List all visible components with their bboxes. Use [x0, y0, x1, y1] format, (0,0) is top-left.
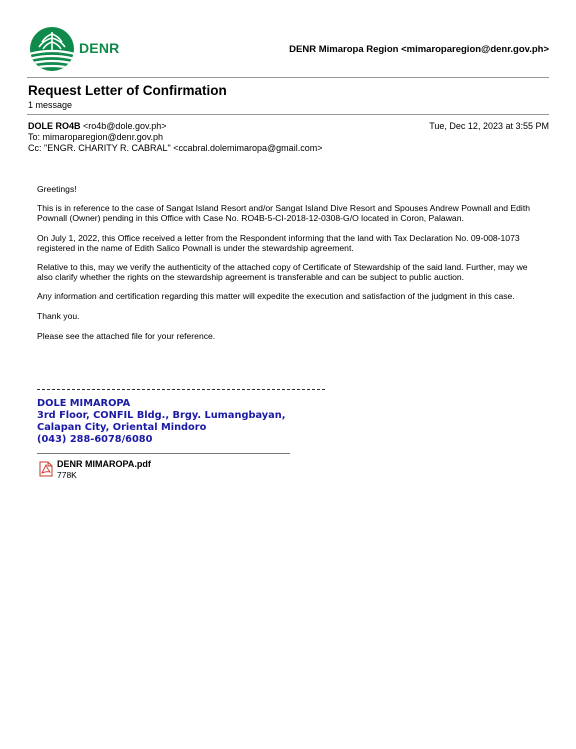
message-count: 1 message — [28, 100, 73, 110]
signature-line: 3rd Floor, CONFIL Bldg., Brgy. Lumangbayan, — [37, 410, 286, 421]
sender-email[interactable]: <ro4b@dole.gov.ph> — [83, 121, 167, 131]
signature-divider — [37, 389, 325, 390]
signature-line: (043) 288-6078/6080 — [37, 434, 153, 445]
pdf-file-icon[interactable] — [39, 461, 53, 477]
signature — [37, 398, 286, 446]
body-paragraph: On July 1, 2022, this Office received a letter from the Respondent informing that the land with Tax Declaration No. 09-008-1073 registered in the name of Edith Salico Pownall is under the stewardship agreement. — [37, 232, 520, 253]
sender — [28, 121, 167, 131]
email-date: Tue, Dec 12, 2023 at 3:55 PM — [429, 121, 549, 131]
email-body — [37, 184, 544, 350]
greeting: Greetings! — [37, 184, 77, 194]
signature-line: Calapan City, Oriental Mindoro — [37, 422, 207, 433]
email-subject: Request Letter of Confirmation — [28, 83, 227, 98]
attachment-divider — [37, 453, 290, 454]
recipient-cc: Cc: "ENGR. CHARITY R. CABRAL" <ccabral.dolemimaropa@gmail.com> — [28, 143, 323, 153]
thanks: Thank you. — [37, 310, 80, 321]
body-paragraph: Any information and certification regarding this matter will expedite the execution and satisfaction of the judgment in this case. — [37, 291, 515, 302]
body-paragraph: This is in reference to the case of Sangat Island Resort and/or Sangat Island Dive Resort and Spouses Andrew Pownall and Edith Pownall (Owner) pending in this Office with Case No. RO4B-5-CI-2018-12-0308-G/O located in Coron, Palawan. — [37, 203, 530, 224]
attachment-size: 778K — [57, 470, 77, 480]
sender-name: DOLE RO4B — [28, 121, 81, 131]
attachment-name[interactable]: DENR MIMAROPA.pdf — [57, 459, 151, 469]
body-paragraph: Relative to this, may we verify the authenticity of the attached copy of Certificate of Stewardship of the said land. Further, may we also clarify whether the rights on the stewardship agreement is transferable and can be subject to public auction. — [37, 262, 528, 283]
logo-text: DENR — [79, 40, 120, 56]
signature-line: DOLE MIMAROPA — [37, 398, 131, 409]
attached-note: Please see the attached file for your reference. — [37, 330, 216, 341]
header-divider — [27, 77, 549, 78]
recipient-to: To: mimaroparegion@denr.gov.ph — [28, 132, 164, 142]
subject-divider — [27, 114, 549, 115]
account-email: DENR Mimaropa Region <mimaroparegion@denr.gov.ph> — [289, 44, 549, 55]
